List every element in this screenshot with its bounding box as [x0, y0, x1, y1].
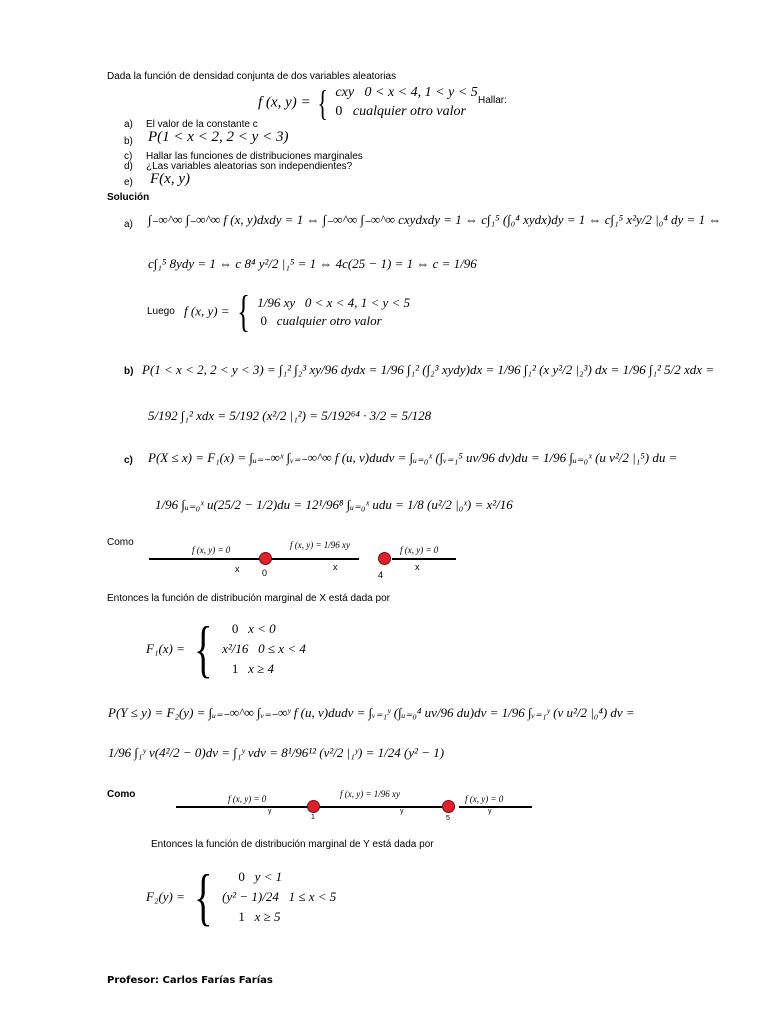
point-label: 1 — [311, 814, 315, 821]
marginal-y-case-cond: x ≥ 5 — [254, 909, 281, 925]
luego-case2-expr: 0 — [260, 312, 267, 328]
segment-var-label: x — [415, 562, 420, 572]
point-marker-icon — [442, 800, 455, 813]
segment-f-label: f (x, y) = 1/96 xy — [340, 789, 401, 799]
item-a-text: El valor de la constante c — [146, 119, 258, 130]
marginal-y-case-expr: (y² − 1)/24 — [222, 888, 279, 904]
brace-icon: { — [237, 287, 250, 336]
density-case2-expr: 0 — [335, 104, 343, 119]
marginal-y-case-cond: 1 ≤ x < 5 — [288, 888, 337, 904]
point-marker-icon — [307, 800, 320, 813]
point-label: 5 — [446, 815, 450, 822]
item-e-text: F(x, y) — [150, 171, 190, 187]
luego-f-lhs: f (x, y) = — [184, 303, 230, 319]
brace-icon: { — [194, 861, 213, 932]
marginal-x-case-expr: 1 — [231, 661, 239, 677]
segment-var-label: y — [488, 808, 492, 815]
luego-label: Luego — [147, 306, 175, 317]
item-e-label: e) — [124, 177, 133, 188]
density-case1-cond: 0 < x < 4, 1 < y < 5 — [364, 85, 478, 101]
item-c-label: c) — [124, 151, 133, 162]
segment-f-label: f (x, y) = 0 — [400, 545, 439, 555]
luego-case1-expr: 1/96 xy — [257, 294, 296, 310]
segment-f-label: f (x, y) = 0 — [228, 794, 267, 804]
marginal-y-case-expr: 1 — [238, 909, 245, 925]
marginal-y-definition — [146, 860, 336, 934]
como-y-label: Como — [107, 789, 136, 800]
problem-intro: Dada la función de densidad conjunta de dos variables aleatorias — [107, 71, 397, 82]
part-b-line2: 5/192 ∫₁² xdx = 5/192 (x²/2 |₁²) = 5/192⁶⁴ · 3/2 = 5/128 — [148, 408, 432, 423]
segment-var-label: x — [235, 564, 240, 574]
fy-line1: P(Y ≤ y) = F₂(y) = ∫ᵤ₌₋∞^∞ ∫ᵥ₌₋∞ʸ f (u, v)dudv = ∫ᵥ₌₁ʸ (∫ᵤ₌₀⁴ uv/96 du)dv = 1/96 ∫ᵥ₌₁ʸ (v u²/2 |₀⁴) dv = — [108, 705, 635, 720]
luego-case2-cond: cualquier otro valor — [276, 312, 382, 328]
point-label: 4 — [378, 570, 384, 580]
part-a-label: a) — [124, 219, 133, 230]
number-line-x-segment — [149, 558, 359, 560]
item-a-label: a) — [124, 119, 133, 130]
number-line-x-segment — [392, 558, 456, 560]
marginal-x-case-expr: 0 — [231, 620, 239, 636]
number-line-y-segment — [459, 806, 532, 808]
marginal-y-lhs: F₂(y) = — [146, 889, 185, 904]
point-marker-icon — [378, 552, 391, 565]
marginal-y-case-expr: 0 — [238, 868, 245, 884]
brace-icon: { — [194, 613, 213, 684]
como-x-label: Como — [107, 537, 134, 548]
fy-line2: 1/96 ∫₁ʸ v(4²/2 − 0)dv = ∫₁ʸ vdv = 8¹/96¹² (v²/2 |₁ʸ) = 1/24 (y² − 1) — [108, 745, 445, 760]
segment-var-label: x — [333, 562, 338, 572]
point-label: 0 — [262, 568, 268, 578]
segment-f-label: f (x, y) = 0 — [465, 794, 504, 804]
density-case1-expr: cxy — [335, 85, 355, 101]
item-b-text: P(1 < x < 2, 2 < y < 3) — [148, 129, 289, 145]
marginal-y-case-cond: y < 1 — [254, 868, 283, 884]
segment-f-label: f (x, y) = 1/96 xy — [290, 540, 351, 550]
luego-case1-cond: 0 < x < 4, 1 < y < 5 — [304, 294, 411, 310]
item-d-label: d) — [124, 161, 133, 172]
part-c-line1: P(X ≤ x) = F₁(x) = ∫ᵤ₌₋∞ˣ ∫ᵥ₌₋∞^∞ f (u, v)dudv = ∫ᵤ₌₀ˣ (∫ᵥ₌₁⁵ uv/96 dv)du = 1/96 ∫ᵤ₌₀ˣ (u v²/2 |₁⁵) du = — [148, 450, 678, 465]
segment-f-label: f (x, y) = 0 — [192, 545, 231, 555]
marginal-x-intro: Entonces la función de distribución marginal de X está dada por — [107, 593, 390, 604]
marginal-x-case-cond: 0 ≤ x < 4 — [258, 640, 306, 656]
solution-heading: Solución — [107, 192, 150, 203]
part-c-line2: 1/96 ∫ᵤ₌₀ˣ u(25/2 − 1/2)du = 12¹/96⁸ ∫ᵤ₌₀ˣ udu = 1/8 (u²/2 |₀ˣ) = x²/16 — [155, 497, 513, 512]
luego-definition — [184, 286, 410, 337]
marginal-y-intro: Entonces la función de distribución marginal de Y está dada por — [151, 839, 434, 850]
point-marker-icon — [259, 552, 272, 565]
part-b-label: b) — [124, 366, 134, 377]
segment-var-label: y — [268, 808, 272, 815]
density-definition — [258, 82, 478, 124]
segment-var-label: y — [400, 808, 404, 815]
part-c-label: c) — [124, 455, 133, 466]
item-c-text: Hallar las funciones de distribuciones marginales — [146, 151, 363, 162]
density-case2-cond: cualquier otro valor — [352, 104, 466, 119]
footer-author: Profesor: Carlos Farías Farías — [107, 975, 273, 986]
marginal-x-case-cond: x < 0 — [248, 620, 276, 636]
part-a-line1: ∫₋∞^∞ ∫₋∞^∞ f (x, y)dxdy = 1 ⇔ ∫₋∞^∞ ∫₋∞^∞ cxydxdy = 1 ⇔ c∫₁⁵ (∫₀⁴ xydx)dy = 1 ⇔ c∫₁⁵ x²y/2 |₀⁴ dy = 1 ⇔ — [148, 212, 722, 227]
marginal-x-definition — [146, 612, 306, 686]
density-lhs: f (x, y) = — [258, 94, 311, 111]
part-b-line1: P(1 < x < 2, 2 < y < 3) = ∫₁² ∫₂³ xy/96 dydx = 1/96 ∫₁² (∫₂³ xydy)dx = 1/96 ∫₁² (x y²/2 |₂³) dx = 1/96 ∫₁² 5/2 xdx = — [142, 362, 715, 377]
marginal-x-lhs: F₁(x) = — [146, 641, 185, 656]
marginal-x-case-expr: x²/16 — [222, 640, 249, 656]
item-b-label: b) — [124, 136, 133, 147]
item-d-text: ¿Las variables aleatorias son independientes? — [146, 161, 353, 172]
marginal-x-case-cond: x ≥ 4 — [248, 661, 275, 677]
hallar-label: Hallar: — [478, 95, 507, 106]
part-a-line2: c∫₁⁵ 8ydy = 1 ⇔ c 8⁴ y²/2 |₁⁵ = 1 ⇔ 4c(25 − 1) = 1 ⇔ c = 1/96 — [148, 256, 477, 271]
brace-icon: { — [317, 83, 329, 123]
